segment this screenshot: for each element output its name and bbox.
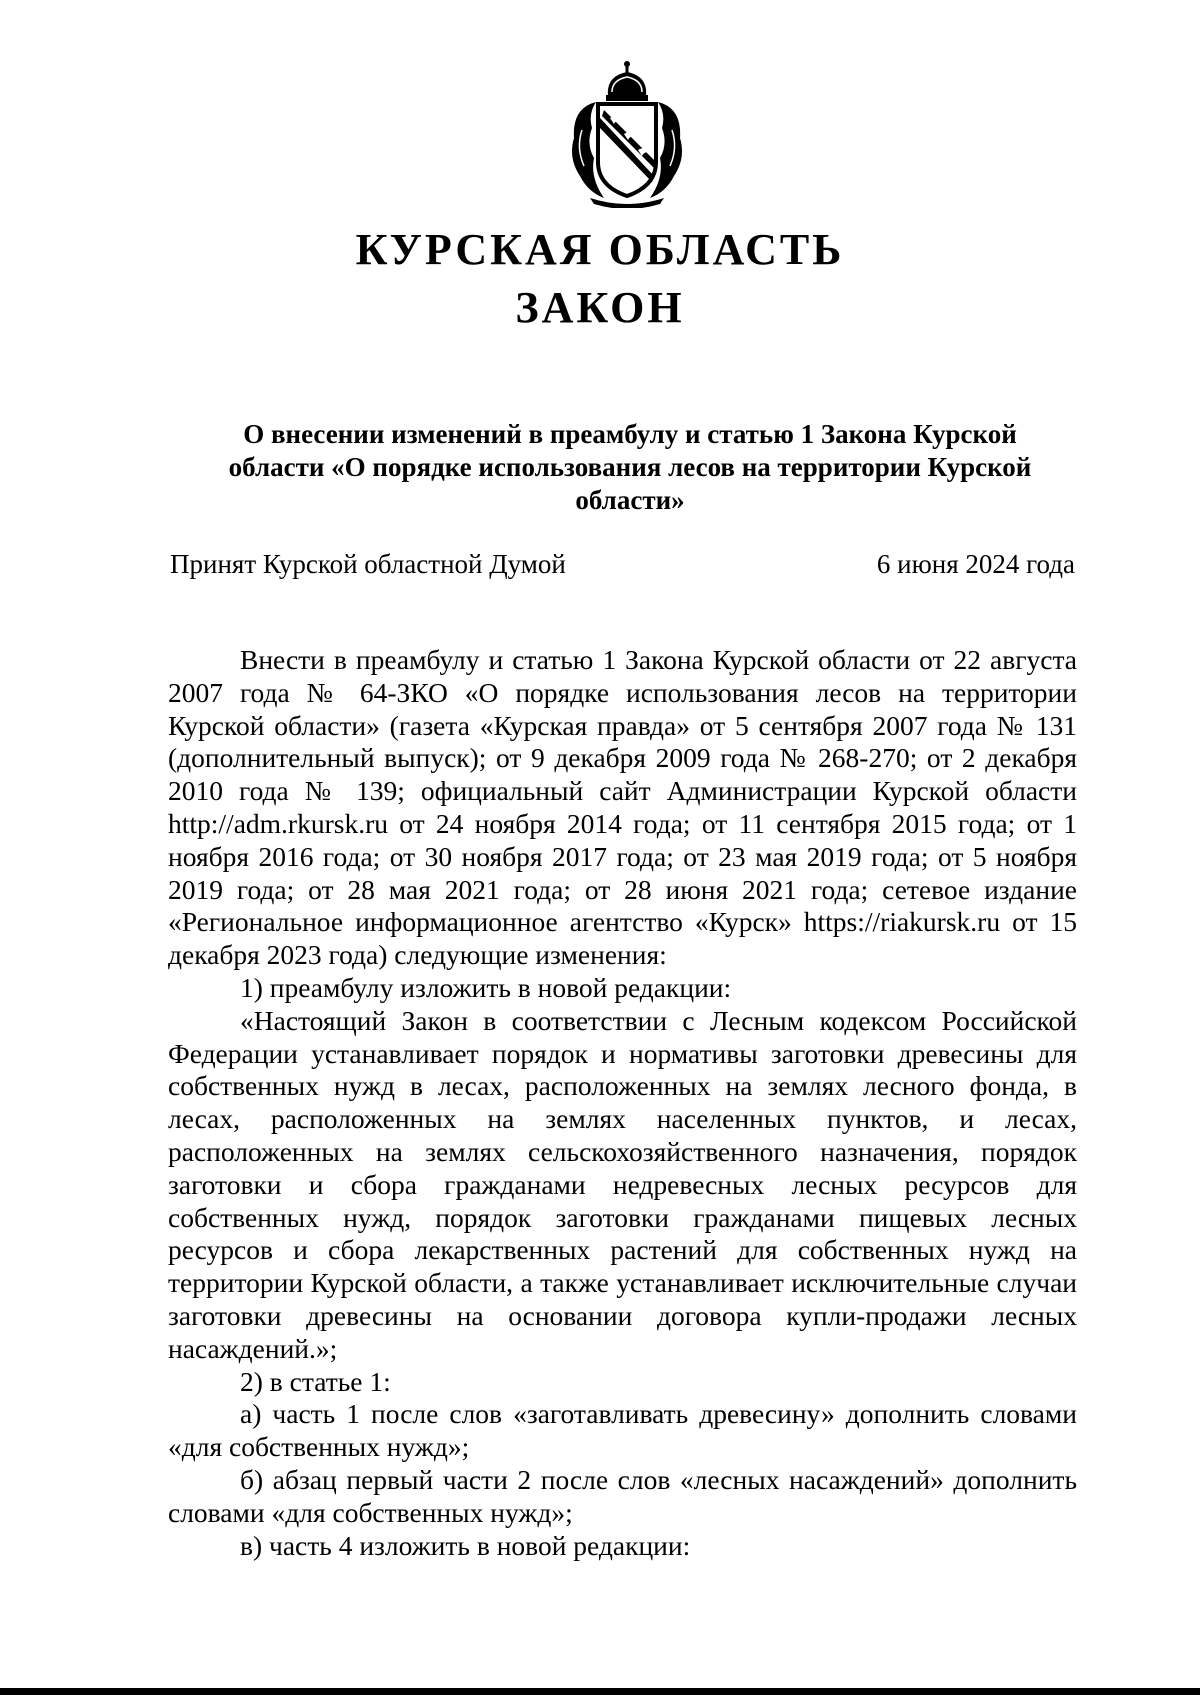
paragraph-item-2c: в) часть 4 изложить в новой редакции: [240, 1529, 691, 1561]
adopted-by: Принят Курской областной Думой [170, 549, 566, 579]
law-title: ЗАКОН [515, 283, 685, 332]
kursk-coat-of-arms-icon [560, 58, 695, 208]
paragraph-item-2: 2) в статье 1: [240, 1365, 391, 1397]
scan-bottom-edge [0, 1688, 1200, 1695]
region-title: КУРСКАЯ ОБЛАСТЬ [355, 225, 845, 274]
adoption-date: 6 июня 2024 года [876, 549, 1075, 579]
paragraph-item-1: 1) преамбулу изложить в новой редакции: [240, 971, 732, 1003]
adoption-line [170, 548, 1075, 580]
paragraph-preamble-text: «Настоящий Закон в соответствии с Лесным кодексом Российской Федерации устанавливает порядок и нормативы заготовки древесины для собственных нужд в лесах, расположенных на землях лесного фонда, в лесах, расположенных на землях населенных пунктов, и лесах, расположенных на землях сельскохозяйственного назначения, порядок заготовки и сбора гражданами недревесных лесных ресурсов для собственных нужд, порядок заготовки гражданами пищевых лесных ресурсов и сбора лекарственных растений для собственных нужд на территории Курской области, а также устанавливает исключительные случаи заготовки древесины на основании договора купли-продажи лесных насаждений.»; [168, 1004, 1077, 1364]
law-name-heading: О внесении изменений в преамбулу и статью 1 Закона Курской области «О порядке использования лесов на территории Курской области» [228, 419, 1032, 515]
paragraph-intro: Внести в преамбулу и статью 1 Закона Курской области от 22 августа 2007 года № 64-ЗКО «О порядке использования лесов на территории Курской области» (газета «Курская правда» от 5 сентября 2007 года № 131 (дополнительный выпуск); от 9 декабря 2009 года № 268-270; от 2 декабря 2010 года № 139; официальный сайт Администрации Курской области http://adm.rkursk.ru от 24 ноября 2014 года; от 11 сентября 2015 года; от 1 ноября 2016 года; от 30 ноября 2017 года; от 23 мая 2019 года; от 5 ноября 2019 года; от 28 мая 2021 года; от 28 июня 2021 года; сетевое издание «Региональное информационное агентство «Курск» https://riakursk.ru от 15 декабря 2023 года) следующие изменения: [168, 644, 1077, 971]
paragraph-item-2a: а) часть 1 после слов «заготавливать древесину» дополнить словами «для собственных нужд»; [168, 1398, 1077, 1463]
paragraph-item-2b: б) абзац первый части 2 после слов «лесных насаждений» дополнить словами «для собственных нужд»; [168, 1463, 1077, 1528]
law-body [168, 644, 1077, 1562]
